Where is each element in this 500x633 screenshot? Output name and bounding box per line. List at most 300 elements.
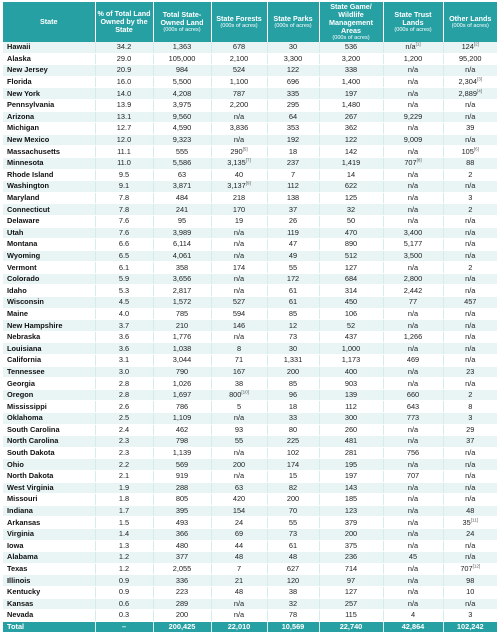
cell-value: 18: [288, 146, 298, 156]
cell-state: [3, 621, 95, 633]
cell-value: 55: [234, 436, 244, 446]
cell-state-parks: [267, 250, 319, 262]
cell-value: 24: [234, 517, 244, 527]
cell-value: California: [7, 355, 42, 365]
cell-trust-lands: [383, 528, 443, 540]
cell-state-parks: [267, 563, 319, 575]
cell-percent-owned: [95, 250, 153, 262]
cell-total-state-owned: [153, 610, 211, 622]
cell-value: New York: [7, 88, 40, 98]
cell-other-lands: [443, 621, 497, 633]
cell-total-state-owned: [153, 575, 211, 587]
cell-value: 696: [286, 77, 300, 87]
cell-value: 61: [288, 285, 298, 295]
cell-value: 2.1: [118, 471, 130, 481]
cell-trust-lands: [383, 215, 443, 227]
cell-state-parks: [267, 169, 319, 181]
cell-state: [3, 111, 95, 123]
cell-value: 185: [344, 494, 358, 504]
table-row: [3, 204, 497, 216]
cell-value: 64: [288, 111, 298, 121]
cell-value: 127: [344, 262, 358, 272]
footnote-marker: [8]: [416, 157, 422, 163]
cell-value: n/a: [465, 111, 476, 121]
cell-value: n/a: [465, 250, 476, 260]
cell-other-lands: [443, 239, 497, 251]
cell-total-state-owned: [153, 204, 211, 216]
cell-state-parks: [267, 517, 319, 529]
cell-percent-owned: [95, 621, 153, 633]
table-total-row: [3, 621, 497, 633]
cell-state-forests: [211, 157, 267, 169]
cell-game-wildlife-areas: [319, 285, 383, 297]
cell-value: 167: [232, 366, 246, 376]
cell-trust-lands: [383, 586, 443, 598]
cell-percent-owned: [95, 215, 153, 227]
cell-value: 105: [461, 146, 474, 156]
table-row: [3, 99, 497, 111]
cell-trust-lands: [383, 436, 443, 448]
cell-state-forests: [211, 343, 267, 355]
cell-value: Iowa: [7, 540, 24, 550]
cell-game-wildlife-areas: [319, 331, 383, 343]
cell-state: [3, 42, 95, 53]
cell-game-wildlife-areas: [319, 53, 383, 65]
cell-value: Tennessee: [7, 366, 45, 376]
cell-trust-lands: [383, 250, 443, 262]
cell-total-state-owned: [153, 459, 211, 471]
cell-game-wildlife-areas: [319, 250, 383, 262]
cell-trust-lands: [383, 273, 443, 285]
cell-state-forests: [211, 146, 267, 158]
cell-value: n/a: [465, 274, 476, 284]
cell-value: 462: [175, 424, 189, 434]
cell-other-lands: [443, 181, 497, 193]
column-header-trust-lands: [383, 2, 443, 42]
cell-total-state-owned: [153, 389, 211, 401]
cell-value: 2.4: [118, 424, 130, 434]
footnote-marker: [5]: [242, 146, 248, 152]
table-row: [3, 610, 497, 622]
cell-value: 2: [468, 169, 473, 179]
cell-value: n/a: [407, 169, 419, 179]
cell-value: n/a: [407, 529, 419, 539]
cell-state-forests: [211, 215, 267, 227]
cell-state-parks: [267, 204, 319, 216]
cell-value: 707: [406, 471, 420, 481]
cell-value: Maine: [7, 308, 28, 318]
cell-value: 48: [288, 552, 298, 562]
cell-state-forests: [211, 552, 267, 564]
cell-state-forests: [211, 389, 267, 401]
cell-value: 69: [234, 529, 244, 539]
cell-value: 1,000: [341, 343, 361, 353]
cell-value: Connecticut: [7, 204, 50, 214]
cell-value: 707: [404, 158, 417, 168]
cell-game-wildlife-areas: [319, 111, 383, 123]
cell-state-parks: [267, 192, 319, 204]
cell-percent-owned: [95, 540, 153, 552]
cell-value: Georgia: [7, 378, 35, 388]
cell-game-wildlife-areas: [319, 157, 383, 169]
cell-value: Washington: [7, 181, 50, 191]
cell-value: 314: [344, 285, 358, 295]
cell-value: 714: [344, 564, 358, 574]
footnote-marker: [11]: [470, 517, 478, 523]
cell-value: Mississippi: [7, 401, 47, 411]
cell-value: n/a: [465, 494, 476, 504]
cell-percent-owned: [95, 586, 153, 598]
cell-value: 49: [288, 250, 298, 260]
cell-other-lands: [443, 505, 497, 517]
cell-state: [3, 366, 95, 378]
cell-other-lands: [443, 308, 497, 320]
cell-state-forests: [211, 621, 267, 633]
cell-game-wildlife-areas: [319, 494, 383, 506]
cell-percent-owned: [95, 389, 153, 401]
cell-value: 1.8: [118, 494, 130, 504]
cell-value: 1,173: [341, 355, 361, 365]
column-header-total-state-owned: [153, 2, 211, 42]
cell-trust-lands: [383, 169, 443, 181]
cell-value: 890: [344, 239, 358, 249]
cell-value: 569: [175, 459, 189, 469]
cell-state-forests: [211, 563, 267, 575]
table-row: [3, 215, 497, 227]
cell-value: 300: [344, 413, 358, 423]
column-header-label: Other Lands: [449, 13, 492, 23]
cell-value: 3.1: [118, 355, 130, 365]
cell-percent-owned: [95, 285, 153, 297]
cell-value: South Carolina: [7, 424, 60, 434]
cell-total-state-owned: [153, 169, 211, 181]
cell-total-state-owned: [153, 447, 211, 459]
cell-state: [3, 262, 95, 274]
cell-state-forests: [211, 297, 267, 309]
cell-game-wildlife-areas: [319, 482, 383, 494]
cell-trust-lands: [383, 239, 443, 251]
cell-value: 281: [344, 448, 358, 458]
cell-game-wildlife-areas: [319, 366, 383, 378]
cell-state-parks: [267, 262, 319, 274]
cell-value: 39: [466, 123, 475, 133]
column-header-game-wildlife-areas: [319, 2, 383, 42]
cell-value: 7.8: [118, 204, 130, 214]
cell-state: [3, 192, 95, 204]
cell-percent-owned: [95, 157, 153, 169]
cell-percent-owned: [95, 598, 153, 610]
cell-state-forests: [211, 239, 267, 251]
cell-percent-owned: [95, 505, 153, 517]
cell-percent-owned: [95, 528, 153, 540]
cell-value: 2,442: [403, 285, 423, 295]
cell-state-forests: [211, 586, 267, 598]
cell-other-lands: [443, 320, 497, 332]
cell-trust-lands: [383, 123, 443, 135]
table-row: [3, 65, 497, 77]
cell-value: 2.5: [118, 413, 130, 423]
cell-total-state-owned: [153, 99, 211, 111]
table-row: [3, 540, 497, 552]
column-header-state: [3, 2, 95, 42]
table-body: [3, 42, 497, 633]
cell-value: 21: [234, 575, 244, 585]
cell-value: n/a: [407, 308, 419, 318]
cell-state-parks: [267, 88, 319, 100]
cell-value: 400: [344, 366, 358, 376]
cell-state-forests: [211, 134, 267, 146]
cell-other-lands: [443, 552, 497, 564]
cell-state: [3, 227, 95, 239]
cell-other-lands: [443, 331, 497, 343]
cell-other-lands: [443, 146, 497, 158]
cell-game-wildlife-areas: [319, 227, 383, 239]
cell-value: 512: [344, 250, 358, 260]
cell-value: n/a: [407, 366, 419, 376]
cell-total-state-owned: [153, 239, 211, 251]
cell-value: 2,817: [172, 285, 192, 295]
cell-state-parks: [267, 239, 319, 251]
cell-total-state-owned: [153, 53, 211, 65]
cell-percent-owned: [95, 76, 153, 88]
cell-value: 70: [288, 506, 298, 516]
cell-other-lands: [443, 610, 497, 622]
cell-value: 3,137: [227, 181, 246, 191]
cell-trust-lands: [383, 42, 443, 53]
cell-value: Indiana: [7, 506, 33, 516]
footnote-marker: [2]: [473, 42, 479, 47]
cell-total-state-owned: [153, 436, 211, 448]
cell-value: n/a: [465, 135, 476, 145]
cell-value: 1,776: [172, 332, 192, 342]
cell-value: 338: [344, 65, 358, 75]
cell-state-parks: [267, 389, 319, 401]
cell-value: 30: [288, 42, 298, 52]
cell-other-lands: [443, 297, 497, 309]
cell-trust-lands: [383, 343, 443, 355]
cell-value: 172: [286, 274, 300, 284]
cell-value: 7.8: [118, 193, 130, 203]
cell-state-forests: [211, 366, 267, 378]
cell-game-wildlife-areas: [319, 610, 383, 622]
cell-value: 480: [175, 540, 189, 550]
cell-value: 1,331: [283, 355, 303, 365]
cell-game-wildlife-areas: [319, 239, 383, 251]
cell-value: n/a: [407, 77, 419, 87]
cell-value: n/a: [407, 482, 419, 492]
cell-state: [3, 181, 95, 193]
cell-value: n/a: [233, 332, 245, 342]
cell-value: n/a: [407, 540, 419, 550]
land-ownership-table-container: [3, 2, 497, 633]
cell-value: 12.0: [116, 135, 132, 145]
cell-percent-owned: [95, 563, 153, 575]
cell-total-state-owned: [153, 285, 211, 297]
cell-value: Total: [7, 621, 25, 631]
cell-value: 11.1: [117, 146, 131, 156]
cell-value: 469: [406, 355, 420, 365]
cell-value: 80: [288, 424, 298, 434]
cell-value: 52: [346, 320, 356, 330]
cell-total-state-owned: [153, 123, 211, 135]
cell-total-state-owned: [153, 88, 211, 100]
cell-state: [3, 169, 95, 181]
cell-value: 5,586: [172, 158, 192, 168]
cell-value: 120: [286, 575, 300, 585]
cell-value: North Dakota: [7, 471, 54, 481]
cell-value: n/a: [407, 459, 419, 469]
cell-state-parks: [267, 285, 319, 297]
cell-value: 336: [175, 575, 189, 585]
cell-value: 1,100: [229, 77, 249, 87]
cell-other-lands: [443, 123, 497, 135]
cell-trust-lands: [383, 88, 443, 100]
cell-trust-lands: [383, 563, 443, 575]
cell-state-forests: [211, 53, 267, 65]
cell-trust-lands: [383, 227, 443, 239]
cell-value: 643: [406, 401, 420, 411]
table-row: [3, 285, 497, 297]
cell-other-lands: [443, 169, 497, 181]
cell-value: n/a: [465, 471, 476, 481]
table-row: [3, 192, 497, 204]
cell-state: [3, 53, 95, 65]
column-header-unit: (000s of acres): [332, 34, 370, 41]
table-row: [3, 586, 497, 598]
cell-value: 4,590: [172, 123, 192, 133]
column-header-unit: (000s of acres): [451, 22, 489, 29]
cell-percent-owned: [95, 447, 153, 459]
table-row: [3, 111, 497, 123]
cell-trust-lands: [383, 575, 443, 587]
cell-value: 267: [344, 111, 358, 121]
cell-game-wildlife-areas: [319, 540, 383, 552]
cell-percent-owned: [95, 239, 153, 251]
cell-value: 7.6: [118, 227, 130, 237]
cell-other-lands: [443, 262, 497, 274]
cell-value: 48: [234, 552, 244, 562]
cell-value: 13.1: [116, 111, 132, 121]
cell-other-lands: [443, 53, 497, 65]
cell-value: –: [121, 621, 127, 631]
cell-value: Nevada: [7, 610, 34, 620]
cell-value: 1.2: [118, 564, 130, 574]
cell-value: 3.6: [118, 332, 130, 342]
cell-value: 903: [344, 378, 358, 388]
table-row: [3, 355, 497, 367]
cell-value: 9,560: [172, 111, 192, 121]
cell-state-forests: [211, 459, 267, 471]
cell-value: 457: [464, 297, 477, 307]
cell-state-forests: [211, 482, 267, 494]
cell-percent-owned: [95, 343, 153, 355]
table-row: [3, 157, 497, 169]
table-row: [3, 401, 497, 413]
cell-state: [3, 575, 95, 587]
cell-total-state-owned: [153, 273, 211, 285]
cell-trust-lands: [383, 146, 443, 158]
cell-value: 223: [175, 587, 189, 597]
cell-value: 3: [468, 413, 473, 423]
cell-state: [3, 517, 95, 529]
cell-state-forests: [211, 331, 267, 343]
cell-value: 15: [288, 471, 298, 481]
cell-value: Kansas: [7, 598, 34, 608]
cell-other-lands: [443, 250, 497, 262]
cell-game-wildlife-areas: [319, 297, 383, 309]
cell-state-parks: [267, 76, 319, 88]
cell-value: 1,266: [403, 332, 423, 342]
cell-total-state-owned: [153, 586, 211, 598]
cell-other-lands: [443, 215, 497, 227]
cell-trust-lands: [383, 76, 443, 88]
cell-state-forests: [211, 598, 267, 610]
cell-value: 260: [344, 424, 358, 434]
cell-value: 71: [234, 355, 244, 365]
cell-state-forests: [211, 447, 267, 459]
cell-value: n/a: [407, 262, 419, 272]
cell-value: 19: [234, 216, 244, 226]
cell-value: n/a: [465, 552, 476, 562]
cell-value: Texas: [7, 564, 28, 574]
cell-total-state-owned: [153, 134, 211, 146]
cell-game-wildlife-areas: [319, 320, 383, 332]
cell-percent-owned: [95, 355, 153, 367]
cell-value: 2,800: [403, 274, 423, 284]
cell-percent-owned: [95, 88, 153, 100]
cell-trust-lands: [383, 459, 443, 471]
cell-value: n/a: [465, 227, 476, 237]
cell-other-lands: [443, 88, 497, 100]
cell-value: 42,864: [401, 621, 425, 631]
cell-value: 200,425: [168, 621, 196, 631]
cell-value: Delaware: [7, 216, 40, 226]
cell-total-state-owned: [153, 413, 211, 425]
cell-value: 3,989: [172, 227, 192, 237]
cell-total-state-owned: [153, 552, 211, 564]
cell-value: 6.6: [118, 239, 130, 249]
cell-percent-owned: [95, 366, 153, 378]
table-row: [3, 413, 497, 425]
table-row: [3, 308, 497, 320]
cell-value: n/a: [407, 436, 419, 446]
cell-value: 197: [344, 88, 358, 98]
cell-state-parks: [267, 181, 319, 193]
table-row: [3, 552, 497, 564]
table-row: [3, 459, 497, 471]
table-row: [3, 378, 497, 390]
cell-value: 12: [288, 320, 298, 330]
cell-value: 6,114: [173, 239, 191, 249]
footnote-marker: [7]: [245, 157, 251, 163]
cell-game-wildlife-areas: [319, 563, 383, 575]
cell-other-lands: [443, 355, 497, 367]
cell-value: n/a: [465, 181, 476, 191]
cell-value: n/a: [407, 494, 419, 504]
cell-percent-owned: [95, 436, 153, 448]
cell-value: 24: [466, 529, 475, 539]
cell-trust-lands: [383, 389, 443, 401]
cell-value: 2,304: [458, 77, 477, 87]
cell-value: 12.7: [116, 123, 132, 133]
cell-value: 115: [345, 610, 357, 620]
cell-value: 0.9: [118, 575, 130, 585]
cell-value: Missouri: [7, 494, 38, 504]
cell-value: 96: [288, 390, 298, 400]
cell-state-parks: [267, 320, 319, 332]
cell-value: 290: [230, 146, 243, 156]
cell-state-parks: [267, 378, 319, 390]
